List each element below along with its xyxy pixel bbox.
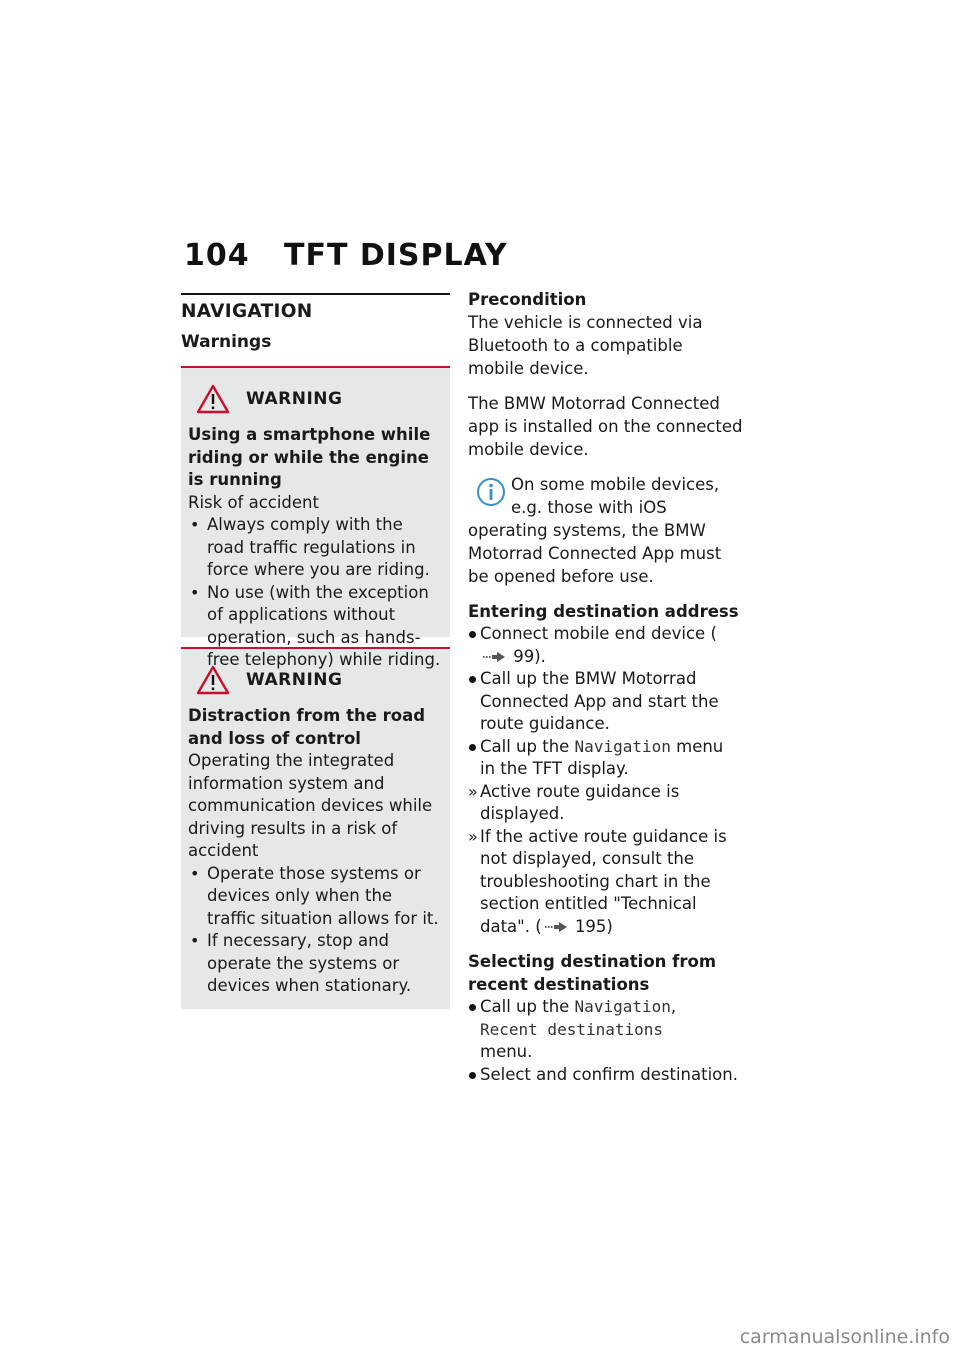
- selecting-steps: [468, 996, 743, 1086]
- warning-box-distraction: [181, 647, 450, 1009]
- menu-name: Navigation: [574, 736, 671, 756]
- warning-triangle-icon: [196, 384, 230, 414]
- warning-label: WARNING: [246, 669, 343, 690]
- section-rule: [181, 293, 450, 295]
- precondition-title: Precondition: [468, 290, 587, 309]
- list-item: • No use (with the exception of applications without operation, such as hands-free telephony) while riding.: [188, 582, 442, 672]
- page-header: [184, 238, 508, 273]
- step-text: Connect mobile end device: [480, 624, 706, 643]
- result-item: » Active route guidance is displayed.: [468, 781, 743, 826]
- warning-risk: Risk of accident: [188, 492, 319, 512]
- warning-instructions: [188, 514, 442, 672]
- list-item: [468, 623, 743, 668]
- list-item: [468, 996, 743, 1064]
- selecting-title: Selecting destination from recent destinations: [468, 952, 717, 994]
- warning-heading: Distraction from the road and loss of control: [188, 706, 426, 748]
- list-item: Call up the BMW Motorrad Connected App and start the route guidance.: [468, 668, 743, 736]
- chapter-title: TFT DISPLAY: [284, 238, 508, 273]
- watermark: carmanualsonline.info: [739, 1326, 950, 1348]
- warning-box-smartphone: [181, 366, 450, 669]
- entering-title: Entering destination address: [468, 602, 739, 621]
- info-line-2: e.g. those with iOS: [511, 498, 667, 517]
- ref-open: (: [710, 624, 717, 643]
- warning-label: WARNING: [246, 388, 343, 409]
- result-item: [468, 826, 743, 939]
- entering-steps: [468, 623, 743, 938]
- list-item: • Always comply with the road traffic regulations in force where you are riding.: [188, 514, 442, 582]
- step-text: menu in the TFT display.: [480, 736, 724, 778]
- info-note: [468, 473, 743, 588]
- list-item: • If necessary, stop and operate the systems or devices when stationary.: [188, 930, 442, 998]
- list-item: • Operate those systems or devices only when the traffic situation allows for it.: [188, 863, 442, 931]
- page-reference-arrow-icon: [543, 921, 569, 933]
- warning-instructions: [188, 863, 442, 998]
- menu-name: Recent destinations: [480, 1019, 664, 1039]
- info-icon: [476, 477, 506, 507]
- precondition-text-2: The BMW Motorrad Connected app is installed on the connected mobile device.: [468, 394, 743, 459]
- ref-page: 99).: [513, 646, 546, 666]
- step-text: menu.: [480, 1042, 533, 1061]
- list-item: Select and confirm destination.: [468, 1064, 743, 1087]
- menu-name: Navigation: [574, 997, 671, 1016]
- page-number: 104: [184, 238, 250, 273]
- left-column: [181, 293, 450, 1009]
- warning-risk: Operating the integrated information system and communication devices while driving results in a risk of accident: [188, 751, 433, 860]
- warning-heading: Using a smartphone while riding or while the engine is running: [188, 425, 431, 489]
- info-line-1: On some mobile devices,: [511, 475, 720, 494]
- page-reference-arrow-icon: [481, 651, 507, 663]
- warning-header: [188, 384, 442, 414]
- ref-open: (: [535, 916, 542, 936]
- step-text: Call up the: [480, 736, 575, 756]
- result-text: If the active route guidance is not displayed, consult the troubleshooting chart in the section entitled "Technical data".: [480, 826, 727, 936]
- separator: ,: [670, 997, 677, 1016]
- precondition-text-1: The vehicle is connected via Bluetooth to a compatible mobile device.: [468, 313, 703, 378]
- page-ref[interactable]: [535, 917, 613, 936]
- section-title: NAVIGATION: [181, 301, 313, 322]
- list-item: [468, 736, 743, 781]
- subsection-title: Warnings: [181, 332, 272, 352]
- step-text: Call up the: [480, 997, 575, 1016]
- right-column: [468, 288, 743, 1098]
- info-rest: operating systems, the BMW Motorrad Connected App must be opened before use.: [468, 521, 722, 586]
- ref-page: 195): [574, 916, 613, 936]
